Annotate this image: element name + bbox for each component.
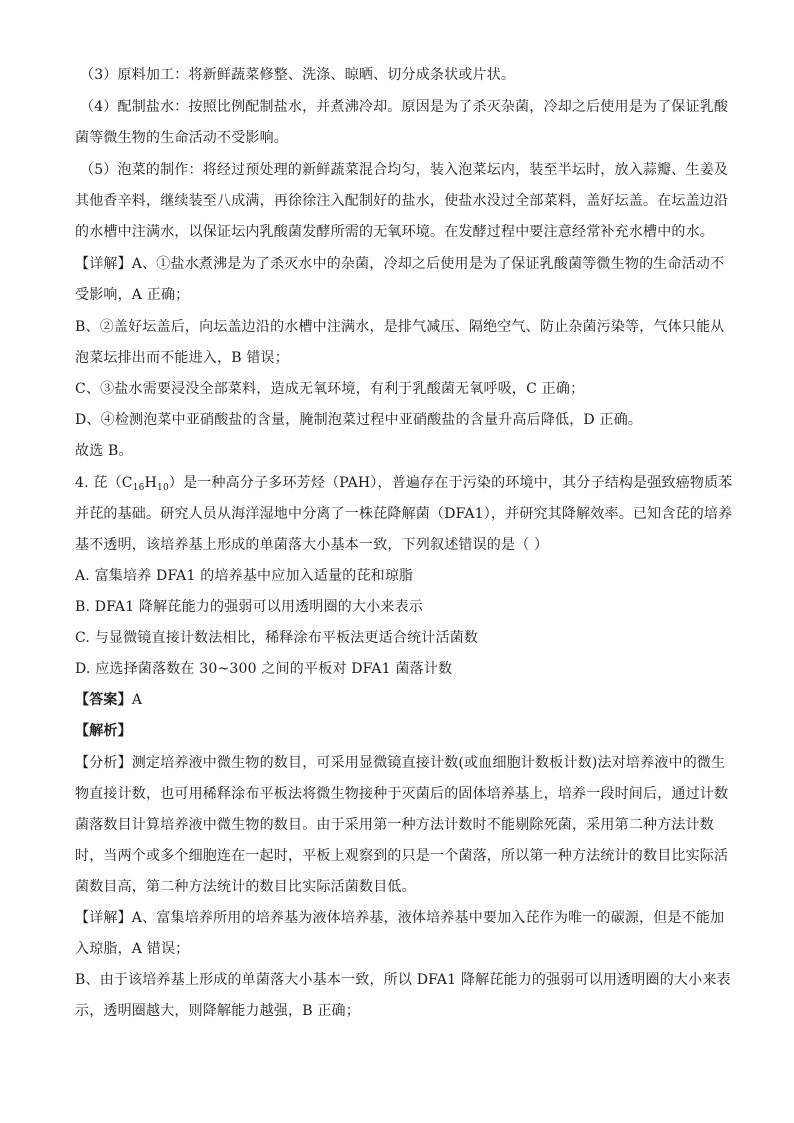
analysis-line: 时，当两个或多个细胞连在一起时，平板上观察到的只是一个菌落，所以第一种方法统计的数目比实际活 (75, 848, 729, 864)
text-line: D、④检测泡菜中亚硝酸盐的含量，腌制泡菜过程中亚硝酸盐的含量升高后降低，D 正确。 (75, 412, 643, 428)
text-line: （4）配制盐水：按照比例配制盐水，并煮沸冷却。原因是为了杀灭杂菌，冷却之后使用是为了保证乳酸 (80, 99, 729, 115)
analysis-tag: 【解析】 (75, 723, 132, 739)
text-line: 的水槽中注满水，以保证坛内乳酸菌发酵所需的无氧环境。在发酵过程中要注意经常补充水槽中的水。 (75, 224, 714, 240)
analysis-line: B、由于该培养基上形成的单菌落大小基本一致，所以 DFA1 降解芘能力的强弱可以用透明圈的大小来表 (75, 972, 731, 988)
text-line: 故选 B。 (75, 443, 133, 459)
hydrogen-symbol: H (144, 475, 158, 491)
text-line: 泡菜坛排出而不能进入，B 错误； (75, 350, 289, 366)
answer-tag: 【答案】 (75, 692, 132, 708)
option-b: B. DFA1 降解芘能力的强弱可以用透明圈的大小来表示 (75, 599, 423, 615)
option-d: D. 应选择菌落数在 30~300 之间的平板对 DFA1 菌落计数 (75, 661, 453, 677)
text-line: B、②盖好坛盖后，向坛盖边沿的水槽中注满水，是排气减压、隔绝空气、防止杂菌污染等，气体只能从 (75, 319, 725, 335)
text-line: C、③盐水需要浸没全部菜料，造成无氧环境，有利于乳酸菌无氧呼吸，C 正确； (75, 381, 585, 397)
question-4-stem (75, 473, 733, 498)
question-4-prefix: 4. 芘（C (75, 475, 133, 491)
analysis-line: 示，透明圈越大，则降解能力越强，B 正确； (75, 1003, 360, 1019)
analysis-line: 物直接计数，也可用稀释涂布平板法将微生物接种于灭菌后的固体培养基上，培养一段时间后，通过计数 (75, 786, 729, 802)
analysis-line: 入琼脂，A 错误； (75, 941, 190, 957)
question-4-line: 并芘的基础。研究人员从海洋湿地中分离了一株芘降解菌（DFA1），并研究其降解效率。已知含芘的培养 (75, 506, 733, 522)
text-line: 受影响，A 正确； (75, 287, 190, 303)
question-4-line: 基不透明，该培养基上形成的单菌落大小基本一致，下列叙述错误的是（ ） (75, 537, 549, 553)
hydrogen-subscript: 10 (157, 483, 169, 493)
question-4-text: ）是一种高分子多环芳烃（PAH），普遍存在于污染的环境中，其分子结构是强致癌物质苯 (168, 475, 733, 491)
analysis-line: 【分析】测定培养液中微生物的数目，可采用显微镜直接计数(或血细胞计数板计数)法对培养液中的微生 (75, 755, 726, 771)
answer-line (75, 690, 725, 710)
analysis-line: 【详解】A、富集培养所用的培养基为液体培养基，液体培养基中要加入芘作为唯一的碳源，但是不能加 (75, 910, 725, 926)
text-line: 【详解】A、①盐水煮沸是为了杀灭水中的杂菌，冷却之后使用是为了保证乳酸菌等微生物的生命活动不 (75, 256, 725, 272)
option-c: C. 与显微镜直接计数法相比，稀释涂布平板法更适合统计活菌数 (75, 630, 479, 646)
text-line: （5）泡菜的制作：将经过预处理的新鲜蔬菜混合均匀，装入泡菜坛内，装至半坛时，放入蒜瓣、生姜及 (80, 162, 729, 178)
analysis-heading (75, 721, 725, 741)
text-line: 其他香辛料，继续装至八成满，再徐徐注入配制好的盐水，使盐水没过全部菜料，盖好坛盖。在坛盖边沿 (75, 193, 729, 209)
option-a: A. 富集培养 DFA1 的培养基中应加入适量的芘和琼脂 (75, 568, 414, 584)
carbon-subscript: 16 (132, 483, 145, 493)
answer-value: A (131, 692, 143, 708)
analysis-line: 菌数目高，第二种方法统计的数目比实际活菌数目低。 (75, 879, 416, 895)
text-line: （3）原料加工：将新鲜蔬菜修整、洗涤、晾晒、切分成条状或片状。 (80, 67, 516, 83)
analysis-line: 菌落数目计算培养液中微生物的数目。由于采用第一种方法计数时不能剔除死菌，采用第二种方法计数 (75, 817, 714, 833)
text-line: 菌等微生物的生命活动不受影响。 (75, 130, 288, 146)
